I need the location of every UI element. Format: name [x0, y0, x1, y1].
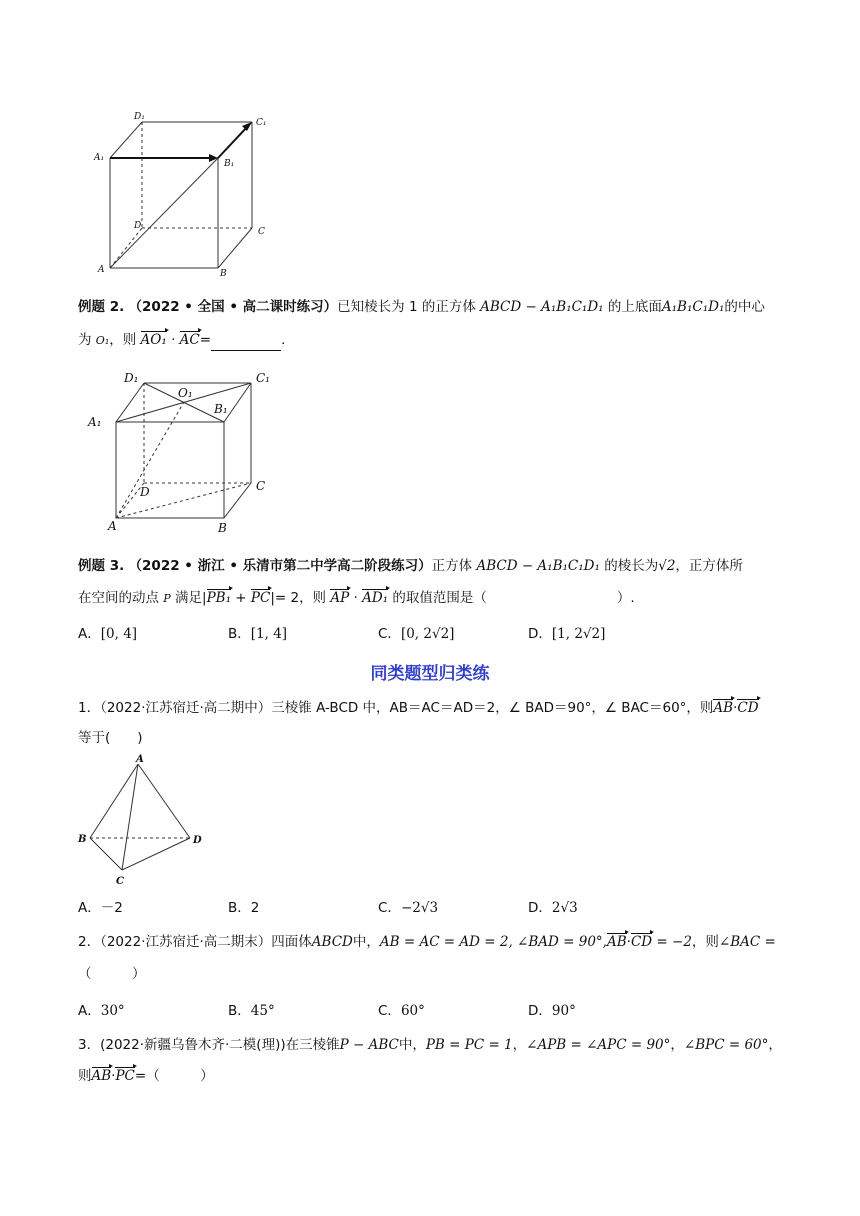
option-value: [0, 2√2] — [400, 626, 455, 642]
label-b1: B₁ — [214, 402, 228, 416]
option-value: 2 — [250, 900, 260, 916]
option-label: D． — [528, 1003, 552, 1019]
abs-equals: |= 2 — [270, 590, 300, 606]
example-3-text: ，正方体所 — [675, 558, 743, 574]
vector-ao1: AO₁ — [140, 332, 167, 348]
example-3-line-1 — [78, 556, 743, 576]
cube-name: ABCD − A₁B₁C₁D₁ — [480, 299, 604, 315]
condition: PB = PC = 1 — [425, 1037, 513, 1053]
option-value: 90° — [551, 1003, 576, 1019]
edge-cd — [122, 838, 190, 870]
hidden-edge — [110, 228, 142, 268]
label-b: B — [218, 521, 227, 535]
edge-length: √2 — [658, 558, 676, 574]
question-2-line-2 — [78, 964, 146, 984]
tetrahedron-figure — [72, 752, 212, 892]
example-3-text: 正方体 — [431, 558, 473, 574]
example-3-text: 满足 — [175, 590, 202, 606]
label-d1: D₁ — [134, 112, 145, 122]
edge-ac — [122, 764, 138, 870]
dot-operator: · — [111, 1068, 116, 1084]
option-label: B． — [228, 626, 251, 642]
edge-bc — [90, 838, 122, 870]
tetrahedron-name: ABCD — [311, 934, 353, 950]
option-value: −2√3 — [400, 900, 439, 916]
example-3-option-d[interactable] — [528, 624, 605, 644]
question-1-line-1 — [78, 698, 759, 718]
asked-angle: ∠BAC = — [718, 934, 776, 950]
option-label: C． — [378, 1003, 401, 1019]
arrow-b1c1 — [218, 126, 248, 158]
option-value: [0, 4] — [100, 626, 138, 642]
label-a1: A₁ — [94, 153, 105, 163]
question-2-option-d[interactable] — [528, 1001, 576, 1021]
example-3-option-b[interactable] — [228, 624, 287, 644]
question-2-text: （ ） — [78, 966, 146, 982]
question-1-text: 等于( ) — [78, 730, 143, 746]
example-3-source: （2022 • 浙江 • 乐清市第二中学高二阶段练习） — [128, 558, 432, 574]
question-1-line-2 — [78, 728, 143, 748]
option-value: [1, 2√2] — [551, 626, 606, 642]
question-2-source: （2022·江苏宿迁·高二期末） — [100, 934, 272, 950]
vector-ad1: AD₁ — [362, 590, 389, 606]
option-label: A． — [78, 1003, 101, 1019]
option-value: 2√3 — [551, 900, 578, 916]
question-2-text: ，则 — [691, 934, 719, 950]
example-3-text: ）. — [616, 590, 635, 606]
question-3-line-1 — [78, 1035, 782, 1055]
option-value: 30° — [100, 1003, 125, 1019]
diagonal — [110, 158, 218, 268]
arrowhead — [209, 154, 218, 162]
label-c: C — [116, 876, 124, 887]
label-o1: O₁ — [178, 386, 193, 400]
example-3-text: 的棱长为 — [604, 558, 659, 574]
edge-ab — [90, 764, 138, 838]
example-3-option-a[interactable] — [78, 624, 137, 644]
question-2-text: 中， — [352, 934, 380, 950]
option-label: B． — [228, 900, 251, 916]
condition: AB = AC = AD = 2, ∠BAD = 90°, — [379, 934, 607, 950]
question-1-option-c[interactable] — [378, 898, 438, 918]
separator: ， — [512, 1037, 527, 1053]
option-label: A． — [78, 900, 101, 916]
pyramid-name: P − ABC — [339, 1037, 399, 1053]
question-1-option-b[interactable] — [228, 898, 259, 918]
question-3-line-2 — [78, 1066, 214, 1086]
option-label: B． — [228, 1003, 251, 1019]
example-3-option-c[interactable] — [378, 624, 454, 644]
condition: ∠APB = ∠APC = 90° — [526, 1037, 671, 1053]
separator: ， — [670, 1037, 684, 1053]
label-d: D — [134, 221, 142, 231]
edge-ad — [138, 764, 190, 838]
label-c1: C₁ — [256, 118, 267, 128]
question-3-source: (2022·新疆乌鲁木齐·二模(理)) — [100, 1037, 286, 1053]
label-c1: C₁ — [256, 371, 270, 385]
cube-figure-2 — [86, 370, 286, 536]
example-2-text: 已知棱长为 1 的正方体 — [337, 299, 476, 315]
answer-blank[interactable] — [211, 336, 281, 351]
dot-operator: · — [353, 590, 358, 606]
vector-ap: AP — [330, 590, 350, 606]
edge — [224, 383, 251, 422]
example-3-text: 的取值范围是（ — [392, 590, 487, 606]
option-label: D． — [528, 900, 552, 916]
dot-operator: · — [171, 332, 176, 348]
label-a: A — [98, 265, 105, 275]
vector-cd: CD — [630, 934, 653, 950]
question-3-text: =（ ） — [134, 1068, 214, 1084]
question-3-text: 在三棱锥 — [285, 1037, 340, 1053]
vector-cd: CD — [737, 700, 759, 716]
vector-pc: PC — [115, 1068, 135, 1084]
option-label: D． — [528, 626, 552, 642]
vector-pb1: PB₁ — [206, 590, 231, 606]
example-2-line-1 — [78, 297, 765, 317]
label-a: A — [108, 519, 117, 533]
label-a: A — [136, 754, 144, 765]
plus-operator: + — [235, 590, 247, 606]
question-1-option-d[interactable] — [528, 898, 578, 918]
dot-operator: · — [733, 700, 738, 716]
dot-operator: · — [626, 934, 631, 950]
vector-pc: PC — [250, 590, 271, 606]
label-d: D — [140, 485, 150, 499]
label-d: D — [193, 835, 202, 846]
example-2-source: （2022 • 全国 • 高二课时练习） — [128, 299, 338, 315]
example-2-text: 的中心 — [724, 299, 765, 315]
question-2-option-a[interactable] — [78, 1001, 125, 1021]
question-1-text: 三棱锥 A-BCD 中，AB＝AC＝AD＝2，∠ BAD＝90°，∠ BAC＝60°，则 — [271, 700, 714, 716]
example-2-text: 的上底面 — [607, 299, 662, 315]
edge — [224, 483, 251, 518]
point-p: P — [163, 592, 171, 605]
hidden-diagonal — [116, 483, 251, 518]
edge — [218, 228, 252, 268]
label-b1: B₁ — [224, 159, 235, 169]
example-2-prefix: 例题 2. — [78, 299, 125, 315]
vector-ab: AB — [91, 1068, 112, 1084]
example-3-text: ，则 — [299, 590, 327, 606]
question-1-source: （2022·江苏宿迁·高二期中） — [100, 700, 272, 716]
option-label: C． — [378, 626, 401, 642]
edge — [110, 122, 142, 158]
vector-ac: AC — [179, 332, 200, 348]
option-value: [1, 4] — [250, 626, 288, 642]
question-2-option-c[interactable] — [378, 1001, 425, 1021]
period: . — [281, 332, 286, 348]
vector-ab: AB — [606, 934, 627, 950]
label-b: B — [78, 834, 87, 845]
label-d1: D₁ — [124, 371, 139, 385]
label-c: C — [258, 227, 265, 237]
abs-bar: | — [202, 590, 207, 606]
cube-name: ABCD − A₁B₁C₁D₁ — [476, 558, 600, 574]
option-value: －2 — [100, 900, 123, 916]
option-label: A． — [78, 626, 101, 642]
option-label: C． — [378, 900, 401, 916]
point-o1: O₁ — [95, 334, 110, 347]
condition: = −2 — [656, 934, 692, 950]
label-c: C — [256, 479, 266, 493]
question-3-prefix: 3． — [78, 1037, 101, 1053]
cube-figure-1 — [90, 108, 280, 280]
label-b: B — [220, 269, 227, 279]
example-3-text: 在空间的动点 — [78, 590, 159, 606]
condition: ∠BPC = 60° — [683, 1037, 769, 1053]
question-1-prefix: 1． — [78, 700, 101, 716]
example-2-text: ，则 — [109, 332, 137, 348]
label-a1: A₁ — [88, 415, 102, 429]
option-value: 60° — [400, 1003, 425, 1019]
equals: = — [199, 332, 212, 348]
option-value: 45° — [250, 1003, 275, 1019]
vector-ab: AB — [713, 700, 734, 716]
question-1-option-a[interactable] — [78, 898, 123, 918]
question-3-text: 则 — [78, 1068, 92, 1084]
face-name: A₁B₁C₁D₁ — [661, 299, 725, 315]
example-2-line-2 — [78, 330, 285, 351]
question-2-prefix: 2． — [78, 934, 101, 950]
question-2-text: 四面体 — [271, 934, 312, 950]
question-2-line-1 — [78, 932, 776, 952]
example-3-prefix: 例题 3. — [78, 558, 125, 574]
example-3-line-2 — [78, 588, 635, 609]
question-3-text: 中， — [398, 1037, 426, 1053]
example-2-text: 为 — [78, 332, 92, 348]
section-title: 同类题型归类练 — [370, 664, 490, 684]
separator: ， — [768, 1037, 782, 1053]
question-2-option-b[interactable] — [228, 1001, 275, 1021]
edge — [116, 383, 144, 422]
